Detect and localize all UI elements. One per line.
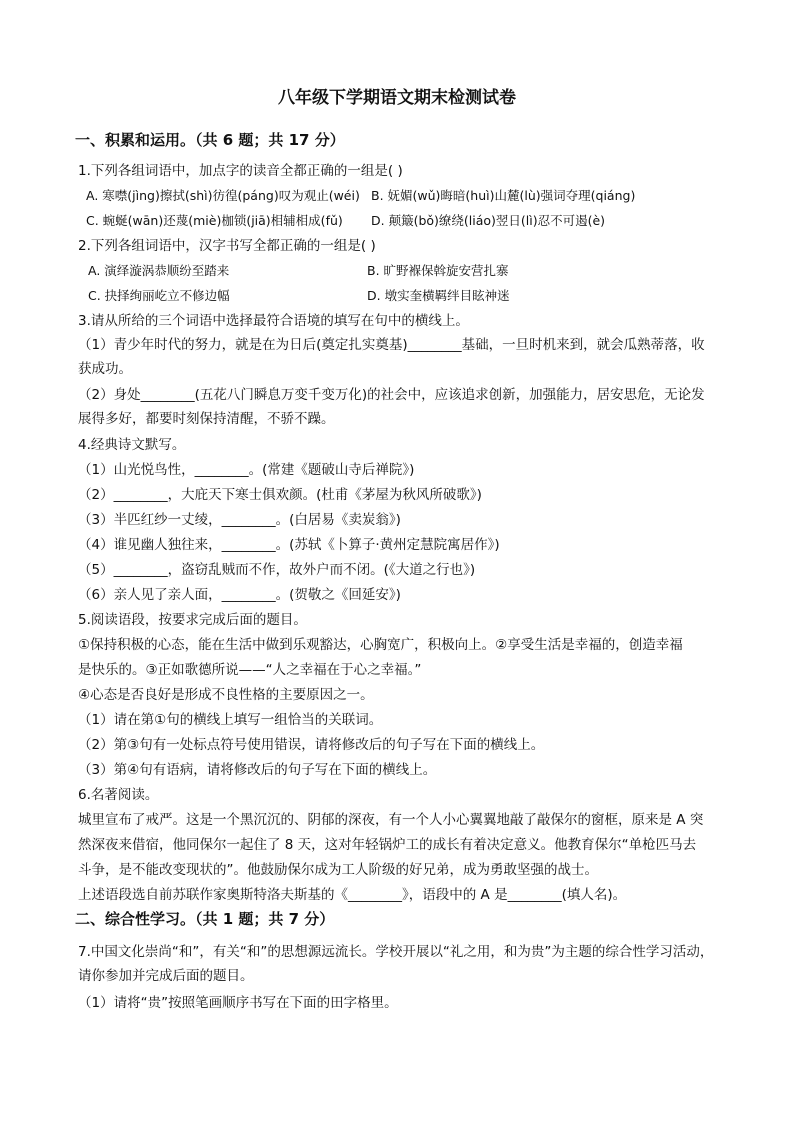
question-1-option-d: D. 颠簸(bǒ)缭绕(liáo)翌日(lì)忍不可遏(è): [371, 213, 606, 228]
question-6-text-line-1: 城里宣布了戒严。这是一个黑沉沉的、阴郁的深夜，有一个人小心翼翼地敲了敲保尔的窗框，原来是 A 突: [78, 812, 704, 828]
question-7-text-line-2: 请你参加并完成后面的题目。: [78, 968, 254, 984]
question-4-line-2: （2）________，大庇天下寒士俱欢颜。(杜甫《茅屋为秋风所破歌》): [78, 487, 482, 503]
question-4-line-6: （6）亲人见了亲人面，________。(贺敬之《回延安》): [78, 587, 401, 603]
question-4-line-4: （4）谁见幽人独往来，________。(苏轼《卜算子·黄州定慧院寓居作》): [78, 537, 500, 553]
question-4-stem: 4.经典诗文默写。: [78, 437, 186, 453]
question-6-stem: 6.名著阅读。: [78, 787, 159, 803]
question-5-text-line-1: ①保持积极的心态，能在生活中做到乐观豁达，心胸宽广，积极向上。②享受生活是幸福的，创造幸福: [78, 637, 683, 653]
question-5-text-line-3: ④心态是否良好是形成不良性格的主要原因之一。: [78, 687, 374, 703]
question-1-option-a: A. 寒噤(jìng)擦拭(shì)彷徨(páng)叹为观止(wéi): [86, 188, 360, 203]
question-4-line-1: （1）山光悦鸟性，________。(常建《题破山寺后禅院》): [78, 462, 415, 478]
question-3-part-2-line-1: （2）身处________(五花八门瞬息万变千变万化)的社会中，应该追求创新，加强能力，居安思危，无论发: [78, 387, 705, 403]
question-3-part-1-line-1: （1）青少年时代的努力，就是在为日后(奠定扎实奠基)________基础，一旦时机来到，就会瓜熟蒂落，收: [78, 337, 705, 353]
question-1-stem: 1.下列各组词语中，加点字的读音全都正确的一组是( ): [78, 163, 403, 179]
question-5-sub-1: （1）请在第①句的横线上填写一组恰当的关联词。: [78, 712, 383, 728]
question-5-text-line-2: 是快乐的。③正如歌德所说——“人之幸福在于心之幸福。”: [78, 662, 422, 678]
question-5-sub-2: （2）第③句有一处标点符号使用错误，请将修改后的句子写在下面的横线上。: [78, 737, 545, 753]
question-3-stem: 3.请从所给的三个词语中选择最符合语境的填写在句中的横线上。: [78, 313, 469, 329]
question-1-option-c: C. 蜿蜒(wān)还蔑(miè)枷锁(jiā)相辅相成(fǔ): [86, 213, 343, 228]
question-2-stem: 2.下列各组词语中，汉字书写全都正确的一组是( ): [78, 238, 376, 254]
question-6-text-line-3: 斗争，是不能改变现状的”。他鼓励保尔成为工人阶级的好兄弟，成为勇敢坚强的战士。: [78, 862, 598, 878]
question-2-option-c: C. 抉择绚丽屹立不修边幅: [88, 288, 230, 303]
question-7-text-line-1: 7.中国文化崇尚“和”，有关“和”的思想源远流长。学校开展以“礼之用，和为贵”为主题的综合性学习活动，: [78, 944, 714, 960]
question-5-sub-3: （3）第④句有语病，请将修改后的句子写在下面的横线上。: [78, 762, 437, 778]
question-2-option-b: B. 旷野褓保斡旋安营扎寨: [367, 263, 509, 278]
question-4-line-5: （5）________，盗窃乱贼而不作，故外户而不闭。(《大道之行也》): [78, 562, 476, 578]
question-1-option-b: B. 妩媚(wǔ)晦暗(huì)山麓(lù)强词夺理(qiáng): [371, 188, 636, 203]
question-6-text-line-4: 上述语段选自前苏联作家奥斯特洛夫斯基的《________》，语段中的 A 是________(填人名)。: [78, 887, 627, 903]
page-title: 八年级下学期语文期末检测试卷: [278, 88, 516, 108]
section-heading-1: 一、积累和运用。（共 6 题；共 17 分）: [75, 131, 345, 149]
question-3-part-1-line-2: 获成功。: [78, 361, 132, 377]
section-heading-2: 二、综合性学习。（共 1 题；共 7 分）: [75, 910, 335, 928]
question-2-option-a: A. 演绎漩涡恭顺纷至踏来: [88, 263, 230, 278]
question-3-part-2-line-2: 展得多好，都要时刻保持清醒，不骄不躁。: [78, 411, 335, 427]
question-7-sub-1: （1）请将“贵”按照笔画顺序书写在下面的田字格里。: [78, 995, 398, 1011]
question-6-text-line-2: 然深夜来借宿，他同保尔一起住了 8 天，这对年轻锅炉工的成长有着决定意义。他教育保尔“单枪匹马去: [78, 837, 697, 853]
question-5-stem: 5.阅读语段，按要求完成后面的题目。: [78, 612, 307, 628]
question-4-line-3: （3）半匹红纱一丈绫，________。(白居易《卖炭翁》): [78, 512, 401, 528]
question-2-option-d: D. 墩实奎横羁绊目眩神迷: [367, 288, 510, 303]
